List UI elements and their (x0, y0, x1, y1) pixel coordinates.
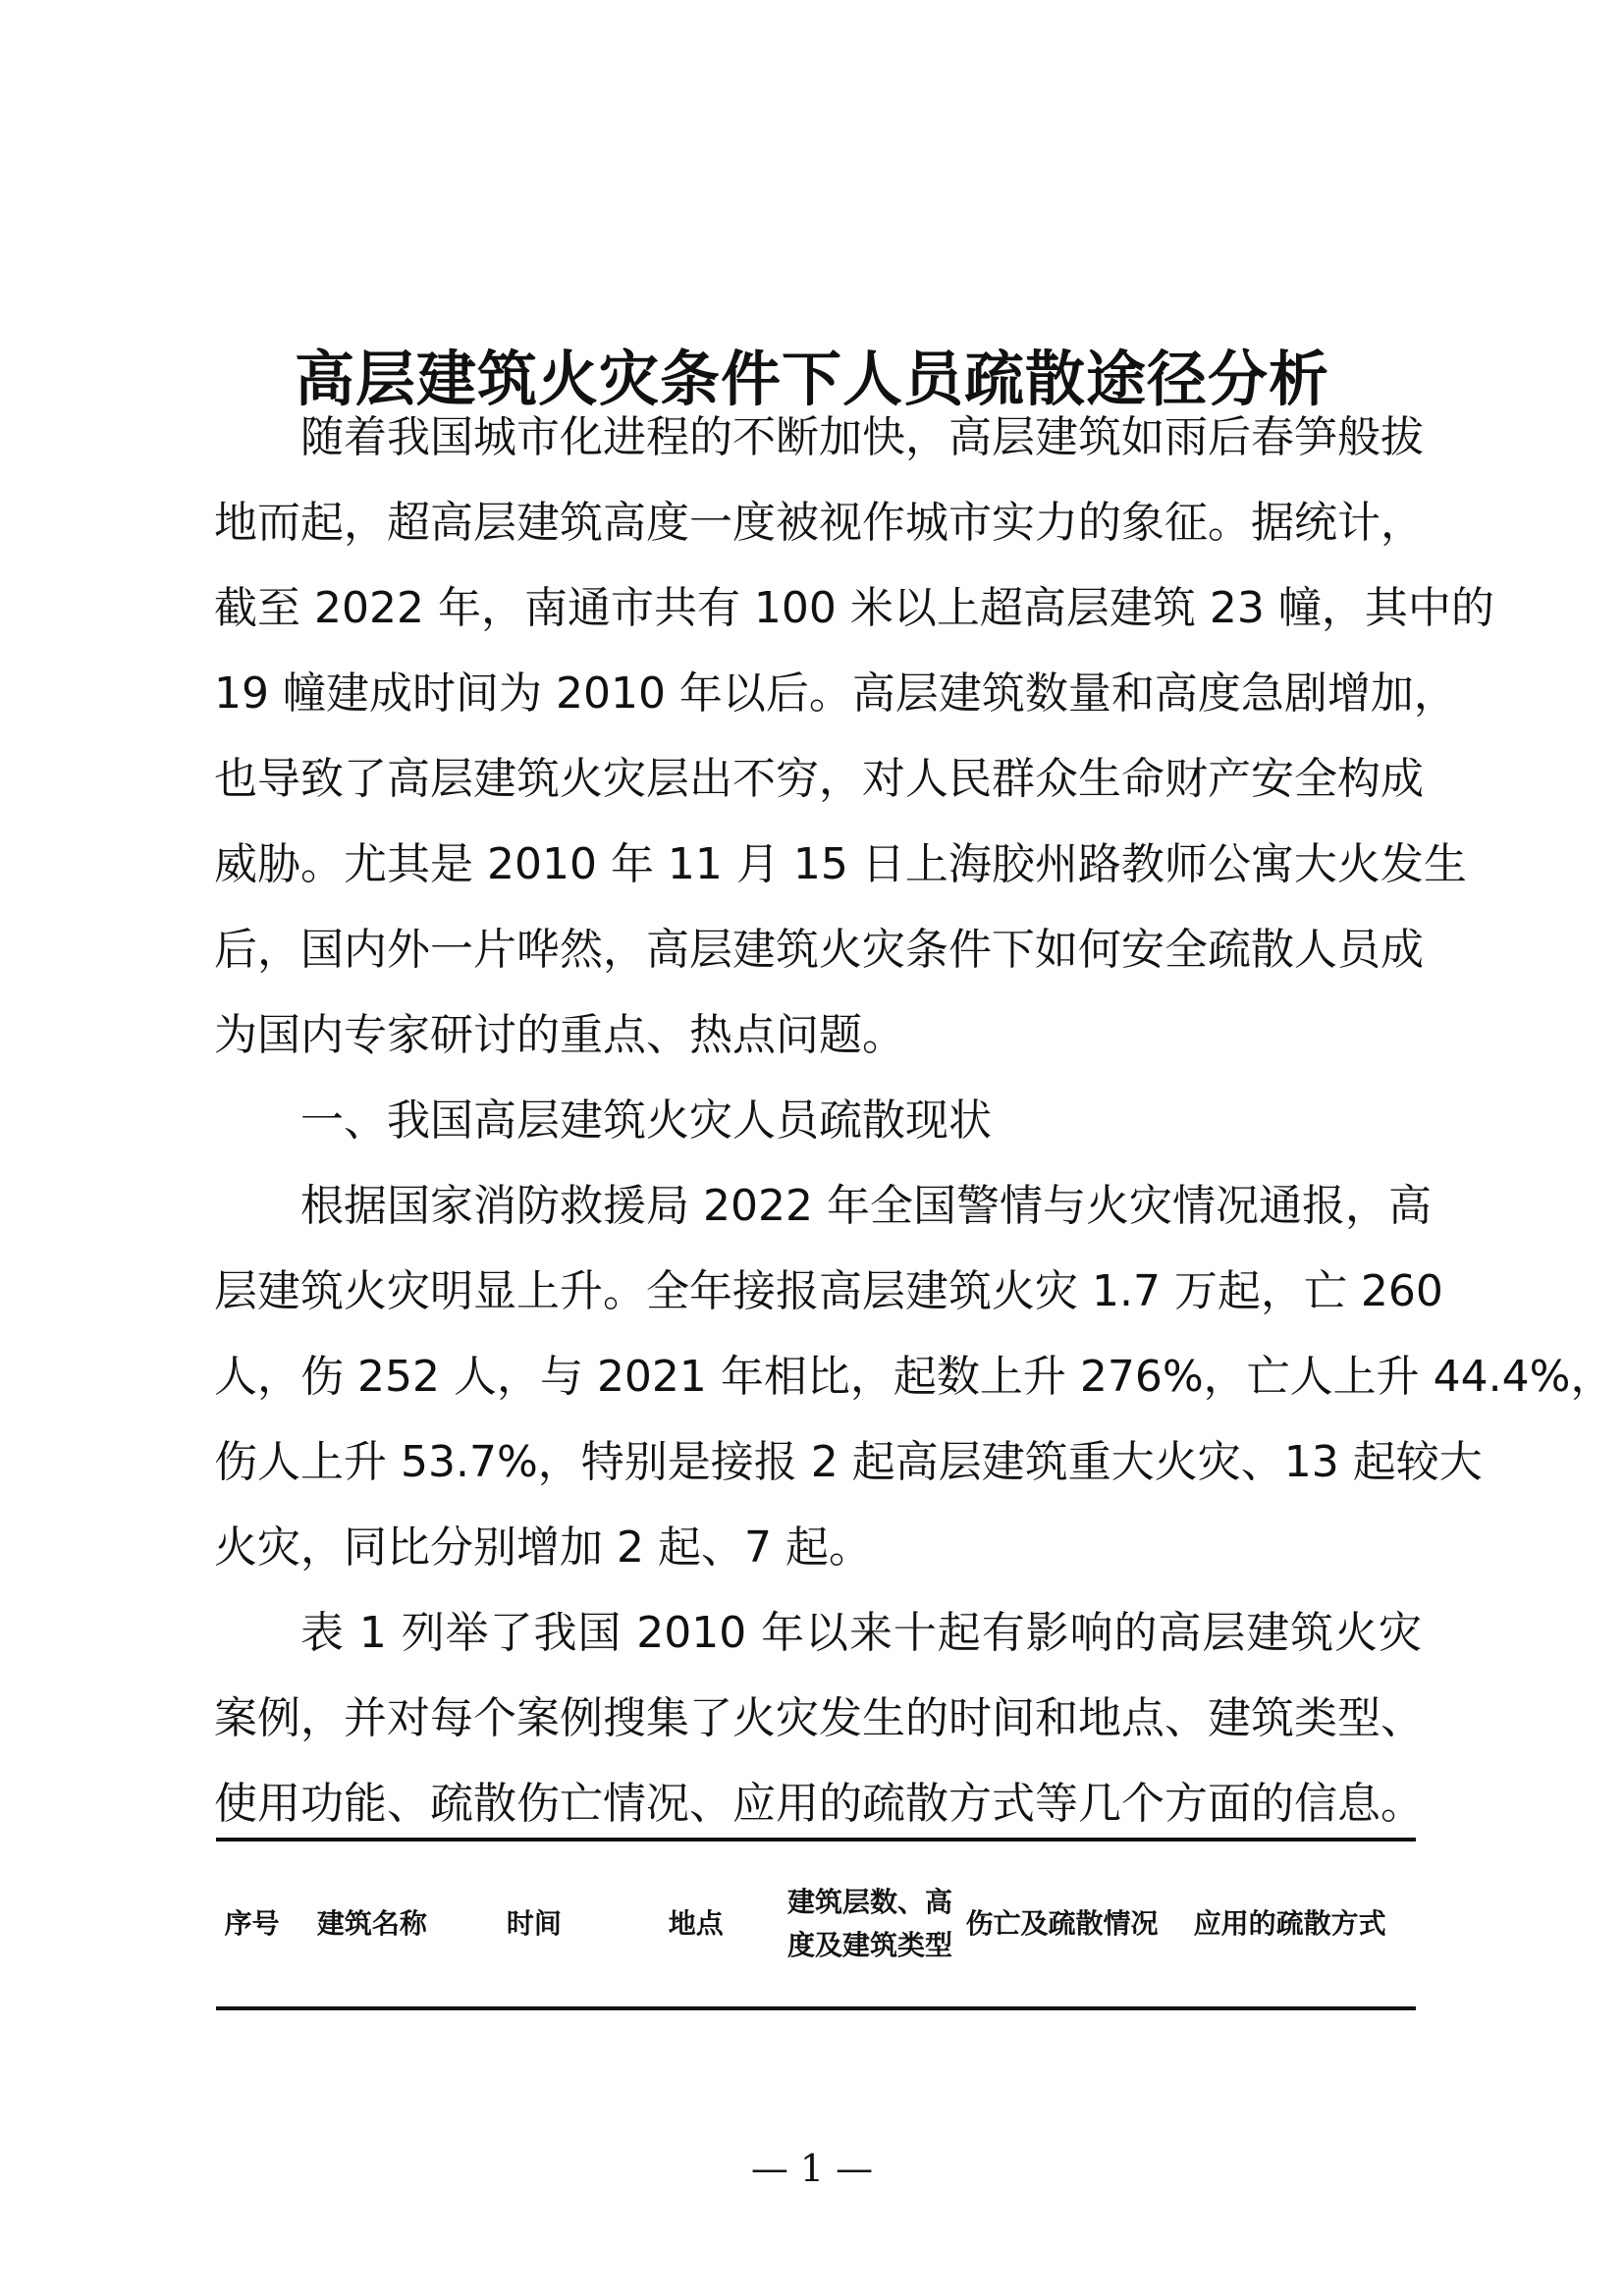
case-table-container (216, 1838, 1416, 2010)
paragraph-statistics (214, 1163, 1614, 1590)
text-line: 一、我国高层建筑火灾人员疏散现状 (300, 1095, 992, 1146)
column-header-time: 时间 (506, 1907, 562, 1940)
text-line: 也导致了高层建筑火灾层出不穷，对人民群众生命财产安全构成 (214, 754, 1424, 804)
document-body (214, 395, 1614, 1846)
text-line: 伤人上升 53.7%，特别是接报 2 起高层建筑重大火灾、13 起较大 (214, 1437, 1483, 1487)
column-header-casualties: 伤亡及疏散情况 (965, 1907, 1159, 1940)
column-header-building-type: 建筑层数、高度及建筑类型 (786, 1886, 952, 1961)
text-line: 表 1 列举了我国 2010 年以来十起有影响的高层建筑火灾 (300, 1608, 1422, 1658)
column-header-building-name: 建筑名称 (316, 1907, 427, 1940)
text-line: 19 幢建成时间为 2010 年以后。高层建筑数量和高度急剧增加， (214, 668, 1457, 719)
text-line: 截至 2022 年，南通市共有 100 米以上超高层建筑 23 幢，其中的 (214, 583, 1494, 633)
text-line: 随着我国城市化进程的不断加快，高层建筑如雨后春笋般拔 (300, 412, 1424, 462)
column-header-location: 地点 (668, 1907, 724, 1940)
text-line: 根据国家消防救援局 2022 年全国警情与火灾情况通报，高 (300, 1181, 1432, 1231)
page-title: 高层建筑火灾条件下人员疏散途径分析 (294, 344, 1329, 414)
text-line: 后，国内外一片哗然，高层建筑火灾条件下如何安全疏散人员成 (214, 925, 1424, 975)
text-line: 为国内专家研讨的重点、热点问题。 (214, 1010, 905, 1060)
text-line: 地而起，超高层建筑高度一度被视作城市实力的象征。据统计， (214, 498, 1424, 548)
text-line: 火灾，同比分别增加 2 起、7 起。 (214, 1522, 872, 1573)
text-line: 人，伤 252 人，与 2021 年相比，起数上升 276%，亡人上升 44.4%， (214, 1352, 1614, 1402)
paragraph-table-intro (214, 1590, 1422, 1846)
text-line: 层建筑火灾明显上升。全年接报高层建筑火灾 1.7 万起，亡 260 (214, 1266, 1443, 1316)
section-heading (214, 1078, 1422, 1163)
fire-case-table (216, 1838, 1416, 2010)
page-number: — 1 — (750, 2147, 874, 2190)
table-header-row (216, 1840, 1416, 2008)
column-header-evacuation-method: 应用的疏散方式 (1193, 1907, 1386, 1940)
text-line: 案例，并对每个案例搜集了火灾发生的时间和地点、建筑类型、 (214, 1693, 1424, 1743)
text-line: 威胁。尤其是 2010 年 11 月 15 日上海胶州路教师公寓大火发生 (214, 839, 1467, 889)
paragraph-intro (214, 395, 1494, 1078)
column-header-index: 序号 (224, 1907, 280, 1940)
text-line: 使用功能、疏散伤亡情况、应用的疏散方式等几个方面的信息。 (214, 1779, 1424, 1829)
